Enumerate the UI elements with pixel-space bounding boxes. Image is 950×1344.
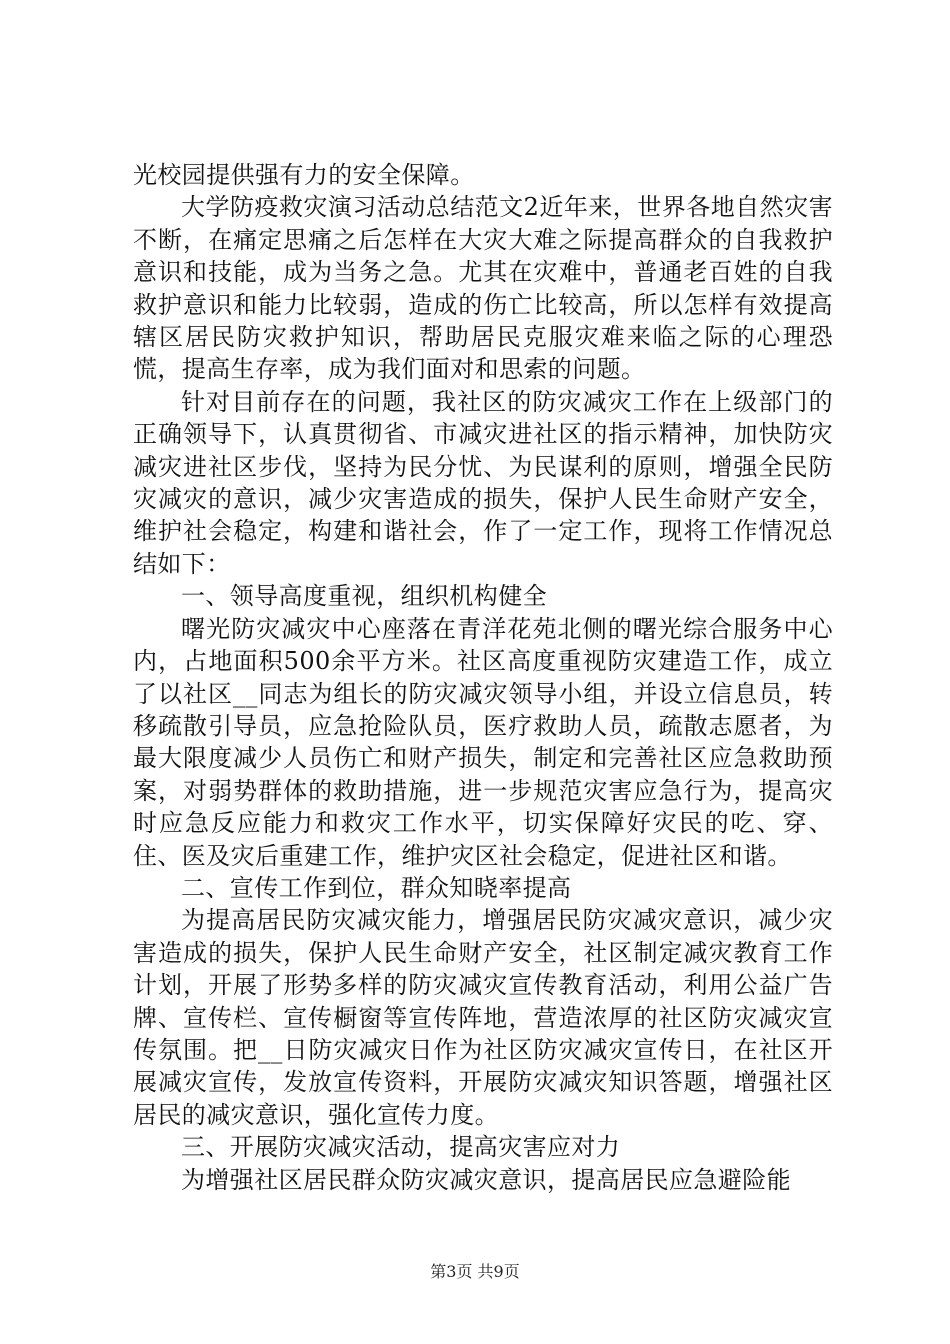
paragraph-8: 为增强社区居民群众防灾减灾意识，提高居民应急避险能 <box>181 1165 791 1194</box>
paragraph-4: 曙光防灾减灾中心座落在青洋花苑北侧的曙光综合服务中心内，占地面积500余平方米。社区高度重视防灾建造工作，成立了以社区__同志为组长的防灾减灾领导小组，并设立信息员，转移疏散引导员，应急抢险队员，医疗救助人员，疏散志愿者，为最大限度减少人员伤亡和财产损失，制定和完善社区应急救助预案，对弱势群体的救助措施，进一步规范灾害应急行为，提高灾时应急反应能力和救灾工作水平，切实保障好灾民的吃、穿、住、医及灾后重建工作，维护灾区社会稳定，促进社区和谐。 <box>133 614 833 870</box>
paragraph-6: 为提高居民防灾减灾能力，增强居民防灾减灾意识，减少灾害造成的损失，保护人民生命财产安全，社区制定减灾教育工作计划，开展了形势多样的防灾减灾宣传教育活动，利用公益广告牌、宣传栏、宣传橱窗等宣传阵地，营造浓厚的社区防灾减灾宣传氛围。把__日防灾减灾日作为社区防灾减灾宣传日，在社区开展减灾宣传，发放宣传资料，开展防灾减灾知识答题，增强社区居民的减灾意识，强化宣传力度。 <box>133 906 833 1129</box>
section-heading-3: 三、开展防灾减灾活动，提高灾害应对力 <box>181 1133 621 1162</box>
page-footer: 第3页 共9页 <box>430 1262 520 1281</box>
paragraph-2: 针对目前存在的问题，我社区的防灾减灾工作在上级部门的正确领导下，认真贯彻省、市减灾进社区的指示精神，加快防灾减灾进社区步伐，坚持为民分忧、为民谋利的原则，增强全民防灾减灾的意识，减少灾害造成的损失，保护人民生命财产安全，维护社会稳定，构建和谐社会，作了一定工作，现将工作情况总结如下： <box>133 387 833 578</box>
paragraph-0: 光校园提供强有力的安全保障。 <box>133 161 475 189</box>
paragraph-1: 大学防疫救灾演习活动总结范文2近年来，世界各地自然灾害不断，在痛定思痛之后怎样在大灾大难之际提高群众的自我救护意识和技能，成为当务之急。尤其在灾难中，普通老百姓的自我救护意识和能力比较弱，造成的伤亡比较高，所以怎样有效提高辖区居民防灾救护知识，帮助居民克服灾难来临之际的心理恐慌，提高生存率，成为我们面对和思索的问题。 <box>133 193 833 384</box>
section-heading-1: 一、领导高度重视，组织机构健全 <box>181 582 547 611</box>
section-heading-2: 二、宣传工作到位，群众知晓率提高 <box>181 873 572 902</box>
document-body <box>133 159 833 1196</box>
